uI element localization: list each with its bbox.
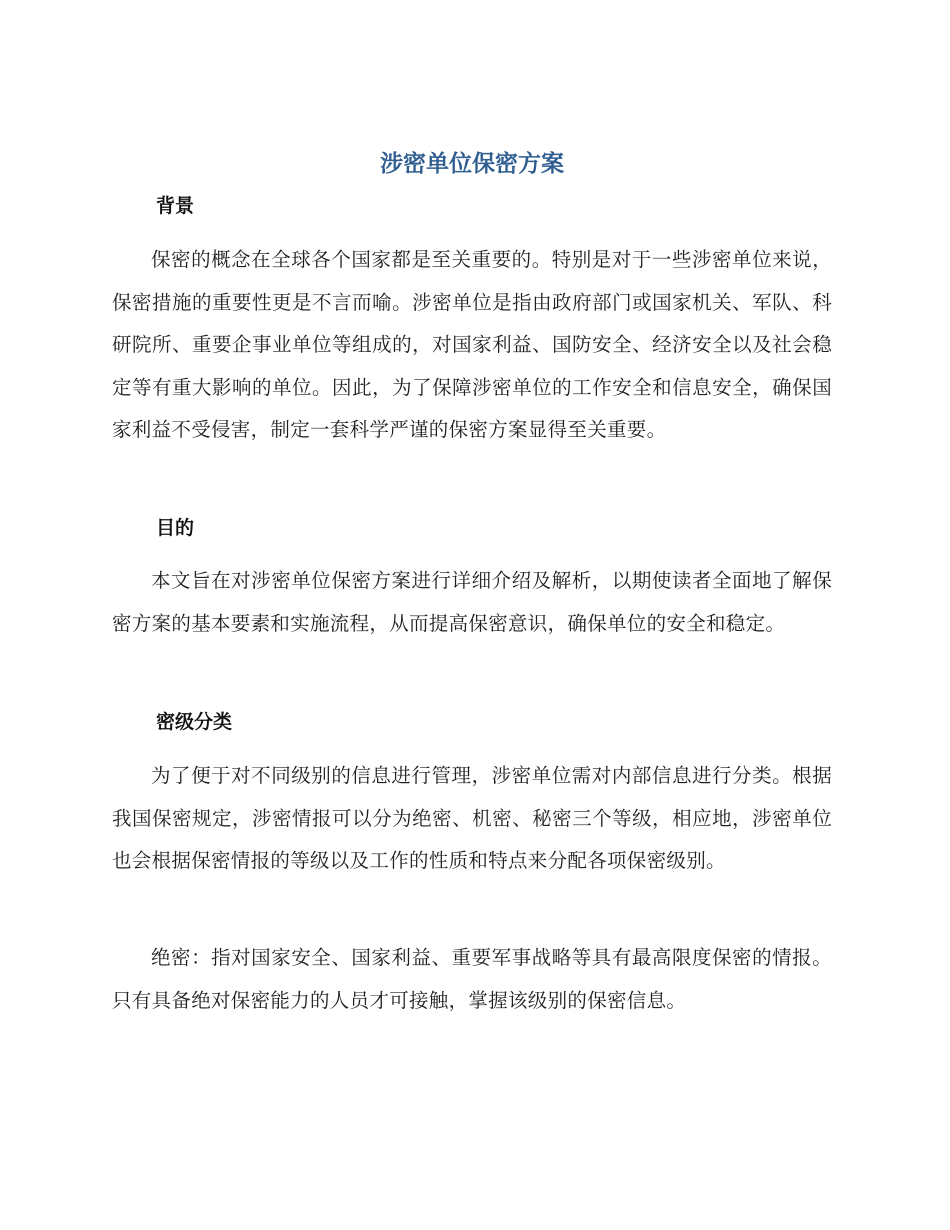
paragraph-background: 保密的概念在全球各个国家都是至关重要的。特别是对于一些涉密单位来说，保密措施的重要性更是不言而喻。涉密单位是指由政府部门或国家机关、军队、科研院所、重要企事业单位等组成的，对国家利益、国防安全、经济安全以及社会稳定等有重大影响的单位。因此，为了保障涉密单位的工作安全和信息安全，确保国家利益不受侵害，制定一套科学严谨的保密方案显得至关重要。 <box>112 248 832 441</box>
section-heading-background: 背景 <box>156 195 195 217</box>
paragraph-classification: 为了便于对不同级别的信息进行管理，涉密单位需对内部信息进行分类。根据我国保密规定，涉密情报可以分为绝密、机密、秘密三个等级，相应地，涉密单位也会根据保密情报的等级以及工作的性质和特点来分配各项保密级别。 <box>112 764 832 872</box>
section-heading-classification: 密级分类 <box>156 711 233 733</box>
paragraph-top-secret: 绝密：指对国家安全、国家利益、重要军事战略等具有最高限度保密的情报。只有具备绝对保密能力的人员才可接触，掌握该级别的保密信息。 <box>112 946 832 1012</box>
paragraph-purpose: 本文旨在对涉密单位保密方案进行详细介绍及解析，以期使读者全面地了解保密方案的基本要素和实施流程，从而提高保密意识，确保单位的安全和稳定。 <box>112 569 832 635</box>
document-title: 涉密单位保密方案 <box>380 151 564 177</box>
section-heading-purpose: 目的 <box>156 517 195 539</box>
